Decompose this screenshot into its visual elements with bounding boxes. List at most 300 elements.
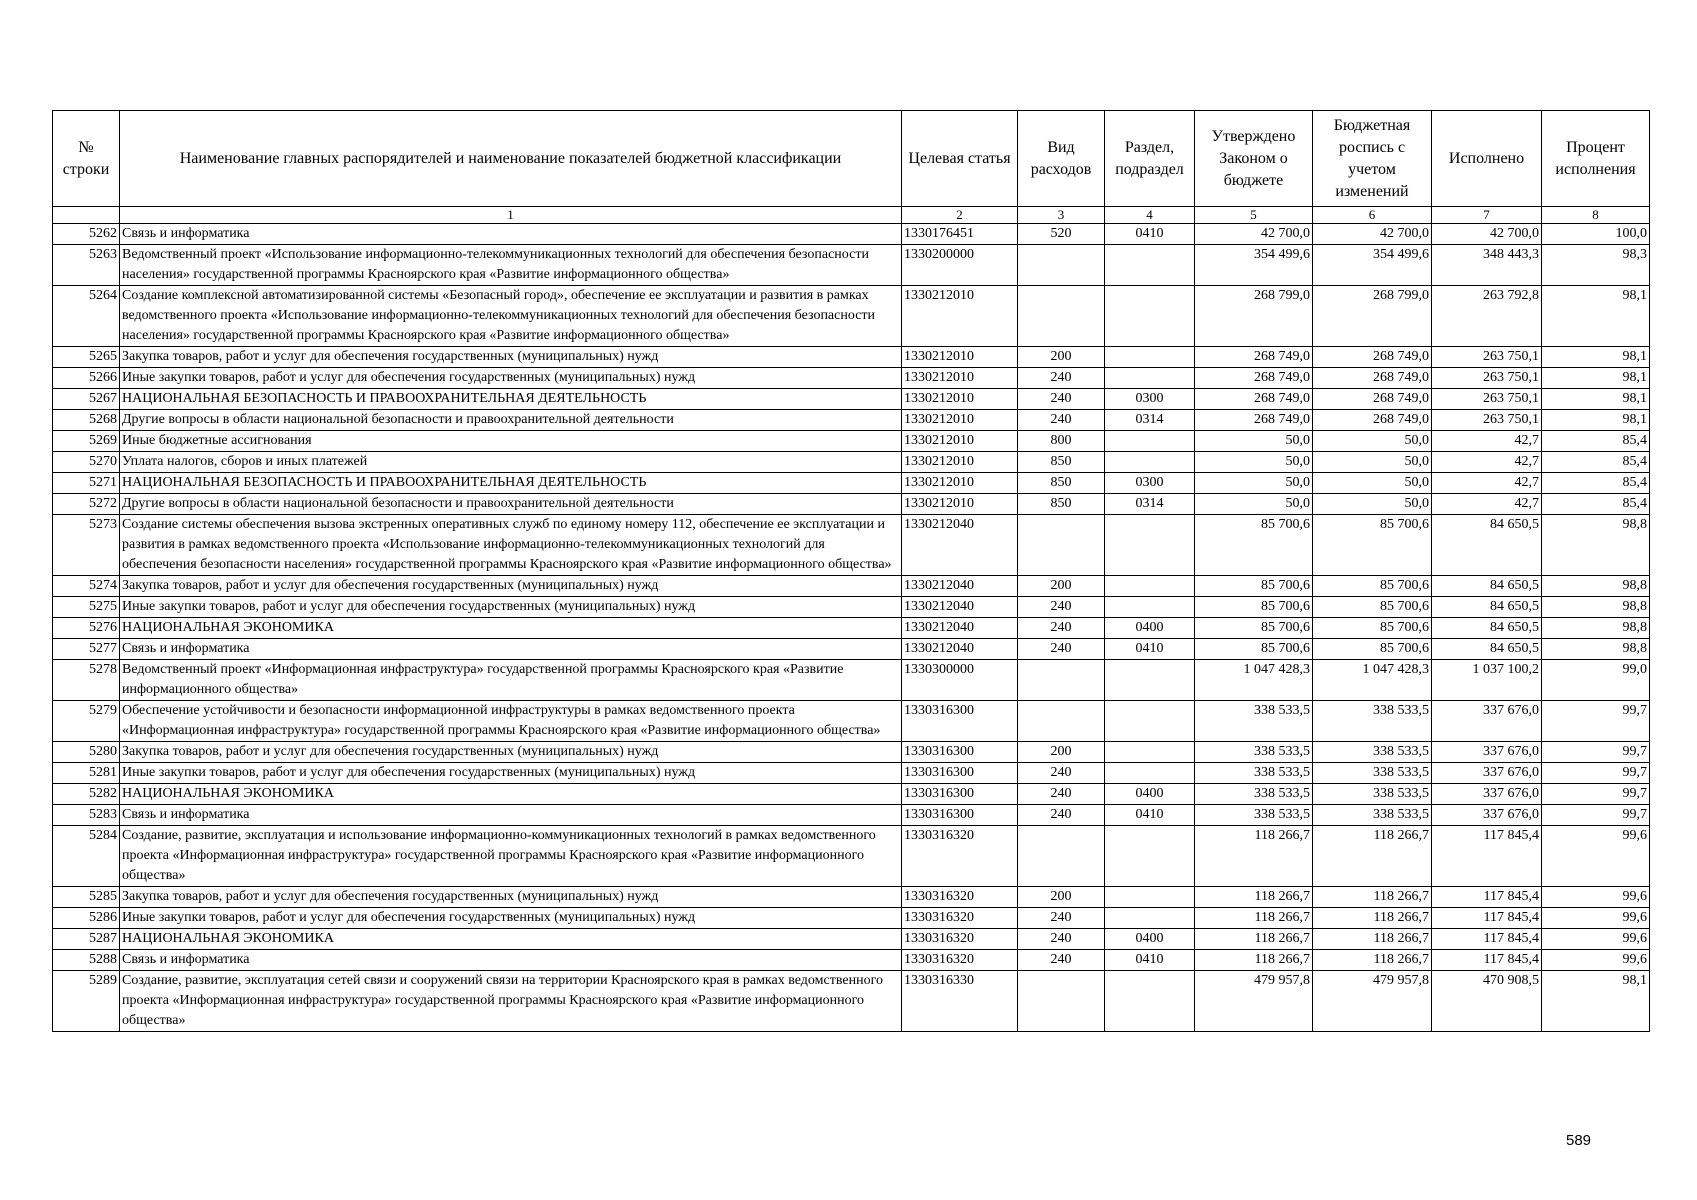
table-row (53, 494, 1650, 515)
row-number-cell: 5275 (53, 597, 120, 618)
percent-cell: 98,3 (1542, 245, 1650, 286)
percent-cell: 98,8 (1542, 576, 1650, 597)
row-name-cell: НАЦИОНАЛЬНАЯ ЭКОНОМИКА (120, 784, 902, 805)
percent-cell: 98,1 (1542, 347, 1650, 368)
target-article-cell: 1330316320 (902, 887, 1018, 908)
percent-cell: 99,6 (1542, 826, 1650, 887)
row-number-cell: 5273 (53, 515, 120, 576)
row-name-cell: Закупка товаров, работ и услуг для обеспечения государственных (муниципальных) нужд (120, 887, 902, 908)
section-cell (1105, 515, 1195, 576)
schedule-amount-cell: 268 799,0 (1313, 286, 1432, 347)
percent-cell: 85,4 (1542, 473, 1650, 494)
row-number-cell: 5279 (53, 701, 120, 742)
row-number-cell: 5262 (53, 224, 120, 245)
target-article-cell: 1330316320 (902, 929, 1018, 950)
executed-amount-cell: 84 650,5 (1432, 639, 1542, 660)
table-row (53, 805, 1650, 826)
executed-amount-cell: 42,7 (1432, 431, 1542, 452)
executed-amount-cell: 42,7 (1432, 494, 1542, 515)
schedule-amount-cell: 50,0 (1313, 431, 1432, 452)
approved-amount-cell: 268 749,0 (1195, 368, 1313, 389)
table-row (53, 639, 1650, 660)
approved-amount-cell: 338 533,5 (1195, 701, 1313, 742)
row-name-cell: Связь и информатика (120, 950, 902, 971)
schedule-amount-cell: 354 499,6 (1313, 245, 1432, 286)
expense-type-cell (1018, 701, 1105, 742)
row-number-cell: 5287 (53, 929, 120, 950)
executed-amount-cell: 42 700,0 (1432, 224, 1542, 245)
section-cell: 0410 (1105, 639, 1195, 660)
schedule-amount-cell: 338 533,5 (1313, 742, 1432, 763)
target-article-cell: 1330212010 (902, 389, 1018, 410)
section-cell: 0314 (1105, 410, 1195, 431)
row-number-cell: 5288 (53, 950, 120, 971)
row-name-cell: Закупка товаров, работ и услуг для обеспечения государственных (муниципальных) нужд (120, 742, 902, 763)
row-name-cell: НАЦИОНАЛЬНАЯ ЭКОНОМИКА (120, 929, 902, 950)
target-article-cell: 1330212010 (902, 286, 1018, 347)
section-cell (1105, 971, 1195, 1032)
table-row (53, 515, 1650, 576)
target-article-cell: 1330316320 (902, 950, 1018, 971)
section-cell (1105, 908, 1195, 929)
executed-amount-cell: 337 676,0 (1432, 763, 1542, 784)
schedule-amount-cell: 338 533,5 (1313, 763, 1432, 784)
row-name-cell: Закупка товаров, работ и услуг для обеспечения государственных (муниципальных) нужд (120, 347, 902, 368)
target-article-cell: 1330212010 (902, 494, 1018, 515)
approved-amount-cell: 118 266,7 (1195, 929, 1313, 950)
column-number: 4 (1105, 207, 1195, 224)
table-row (53, 826, 1650, 887)
table-row (53, 908, 1650, 929)
schedule-amount-cell: 268 749,0 (1313, 389, 1432, 410)
percent-cell: 85,4 (1542, 431, 1650, 452)
percent-cell: 98,1 (1542, 971, 1650, 1032)
row-number-cell: 5267 (53, 389, 120, 410)
table-row (53, 431, 1650, 452)
percent-cell: 85,4 (1542, 452, 1650, 473)
row-number-cell: 5264 (53, 286, 120, 347)
expense-type-cell: 240 (1018, 618, 1105, 639)
approved-amount-cell: 268 749,0 (1195, 389, 1313, 410)
schedule-amount-cell: 338 533,5 (1313, 805, 1432, 826)
executed-amount-cell: 117 845,4 (1432, 826, 1542, 887)
row-number-cell: 5276 (53, 618, 120, 639)
expense-type-cell: 850 (1018, 473, 1105, 494)
executed-amount-cell: 84 650,5 (1432, 576, 1542, 597)
row-name-cell: НАЦИОНАЛЬНАЯ ЭКОНОМИКА (120, 618, 902, 639)
schedule-amount-cell: 50,0 (1313, 452, 1432, 473)
header-name: Наименование главных распорядителей и наименование показателей бюджетной классификации (120, 111, 902, 207)
section-cell: 0410 (1105, 224, 1195, 245)
row-name-cell: Иные закупки товаров, работ и услуг для обеспечения государственных (муниципальных) нужд (120, 763, 902, 784)
target-article-cell: 1330300000 (902, 660, 1018, 701)
column-number-row (53, 207, 1650, 224)
row-number-cell: 5286 (53, 908, 120, 929)
target-article-cell: 1330212010 (902, 347, 1018, 368)
schedule-amount-cell: 118 266,7 (1313, 908, 1432, 929)
budget-table (52, 110, 1650, 1032)
target-article-cell: 1330316300 (902, 805, 1018, 826)
schedule-amount-cell: 118 266,7 (1313, 887, 1432, 908)
expense-type-cell (1018, 515, 1105, 576)
expense-type-cell (1018, 971, 1105, 1032)
approved-amount-cell: 85 700,6 (1195, 515, 1313, 576)
approved-amount-cell: 118 266,7 (1195, 887, 1313, 908)
executed-amount-cell: 263 750,1 (1432, 389, 1542, 410)
approved-amount-cell: 479 957,8 (1195, 971, 1313, 1032)
executed-amount-cell: 117 845,4 (1432, 950, 1542, 971)
schedule-amount-cell: 50,0 (1313, 494, 1432, 515)
row-number-cell: 5271 (53, 473, 120, 494)
row-name-cell: НАЦИОНАЛЬНАЯ БЕЗОПАСНОСТЬ И ПРАВООХРАНИТЕЛЬНАЯ ДЕЯТЕЛЬНОСТЬ (120, 389, 902, 410)
schedule-amount-cell: 85 700,6 (1313, 639, 1432, 660)
executed-amount-cell: 1 037 100,2 (1432, 660, 1542, 701)
percent-cell: 99,7 (1542, 701, 1650, 742)
approved-amount-cell: 268 799,0 (1195, 286, 1313, 347)
percent-cell: 99,7 (1542, 742, 1650, 763)
executed-amount-cell: 42,7 (1432, 452, 1542, 473)
row-number-cell: 5282 (53, 784, 120, 805)
expense-type-cell (1018, 660, 1105, 701)
executed-amount-cell: 84 650,5 (1432, 618, 1542, 639)
row-number-cell: 5265 (53, 347, 120, 368)
row-number-cell: 5280 (53, 742, 120, 763)
expense-type-cell: 800 (1018, 431, 1105, 452)
section-cell: 0314 (1105, 494, 1195, 515)
approved-amount-cell: 42 700,0 (1195, 224, 1313, 245)
schedule-amount-cell: 338 533,5 (1313, 701, 1432, 742)
target-article-cell: 1330212040 (902, 618, 1018, 639)
section-cell: 0410 (1105, 950, 1195, 971)
target-article-cell: 1330212040 (902, 515, 1018, 576)
row-number-cell: 5278 (53, 660, 120, 701)
section-cell (1105, 742, 1195, 763)
schedule-amount-cell: 268 749,0 (1313, 347, 1432, 368)
row-name-cell: Связь и информатика (120, 224, 902, 245)
target-article-cell: 1330316300 (902, 701, 1018, 742)
expense-type-cell: 240 (1018, 805, 1105, 826)
percent-cell: 98,1 (1542, 368, 1650, 389)
approved-amount-cell: 338 533,5 (1195, 742, 1313, 763)
approved-amount-cell: 85 700,6 (1195, 618, 1313, 639)
executed-amount-cell: 337 676,0 (1432, 701, 1542, 742)
section-cell (1105, 887, 1195, 908)
expense-type-cell: 240 (1018, 763, 1105, 784)
row-name-cell: Связь и информатика (120, 639, 902, 660)
row-name-cell: Ведомственный проект «Использование информационно-телекоммуникационных технологий для обеспечения безопасности населения» государственной программы Красноярского края «Развитие информационного общества» (120, 245, 902, 286)
executed-amount-cell: 117 845,4 (1432, 908, 1542, 929)
section-cell: 0400 (1105, 784, 1195, 805)
target-article-cell: 1330316320 (902, 826, 1018, 887)
header-row-number: № строки (53, 111, 120, 207)
approved-amount-cell: 85 700,6 (1195, 639, 1313, 660)
column-number: 7 (1432, 207, 1542, 224)
approved-amount-cell: 268 749,0 (1195, 410, 1313, 431)
section-cell (1105, 660, 1195, 701)
executed-amount-cell: 470 908,5 (1432, 971, 1542, 1032)
target-article-cell: 1330212040 (902, 576, 1018, 597)
table-row (53, 618, 1650, 639)
table-row (53, 245, 1650, 286)
section-cell: 0410 (1105, 805, 1195, 826)
expense-type-cell: 240 (1018, 368, 1105, 389)
expense-type-cell: 520 (1018, 224, 1105, 245)
table-row (53, 410, 1650, 431)
target-article-cell: 1330316330 (902, 971, 1018, 1032)
percent-cell: 98,8 (1542, 618, 1650, 639)
executed-amount-cell: 263 750,1 (1432, 410, 1542, 431)
target-article-cell: 1330212040 (902, 639, 1018, 660)
expense-type-cell: 240 (1018, 597, 1105, 618)
expense-type-cell: 240 (1018, 950, 1105, 971)
row-number-cell: 5277 (53, 639, 120, 660)
row-name-cell: НАЦИОНАЛЬНАЯ БЕЗОПАСНОСТЬ И ПРАВООХРАНИТЕЛЬНАЯ ДЕЯТЕЛЬНОСТЬ (120, 473, 902, 494)
approved-amount-cell: 268 749,0 (1195, 347, 1313, 368)
row-number-cell: 5266 (53, 368, 120, 389)
row-name-cell: Другие вопросы в области национальной безопасности и правоохранительной деятельности (120, 494, 902, 515)
target-article-cell: 1330316300 (902, 742, 1018, 763)
header-schedule: Бюджетная роспись с учетом изменений (1313, 111, 1432, 207)
table-row (53, 784, 1650, 805)
percent-cell: 99,7 (1542, 784, 1650, 805)
table-row (53, 929, 1650, 950)
approved-amount-cell: 118 266,7 (1195, 908, 1313, 929)
row-name-cell: Создание системы обеспечения вызова экстренных оперативных служб по единому номеру 112, обеспечение ее эксплуатации и развития в рамках ведомственного проекта «Использование информационно-телекоммуникационных технологий для обеспечения безопасности населения» государственной программы Красноярского края «Развитие информационного общества» (120, 515, 902, 576)
row-name-cell: Уплата налогов, сборов и иных платежей (120, 452, 902, 473)
expense-type-cell: 850 (1018, 452, 1105, 473)
table-row (53, 452, 1650, 473)
section-cell: 0400 (1105, 618, 1195, 639)
section-cell: 0300 (1105, 389, 1195, 410)
executed-amount-cell: 117 845,4 (1432, 929, 1542, 950)
table-row (53, 701, 1650, 742)
percent-cell: 99,7 (1542, 805, 1650, 826)
executed-amount-cell: 84 650,5 (1432, 515, 1542, 576)
approved-amount-cell: 118 266,7 (1195, 826, 1313, 887)
percent-cell: 98,1 (1542, 410, 1650, 431)
percent-cell: 99,6 (1542, 950, 1650, 971)
executed-amount-cell: 263 792,8 (1432, 286, 1542, 347)
section-cell (1105, 368, 1195, 389)
page-number: 589 (1566, 1132, 1592, 1149)
row-number-cell: 5268 (53, 410, 120, 431)
target-article-cell: 1330316320 (902, 908, 1018, 929)
executed-amount-cell: 263 750,1 (1432, 347, 1542, 368)
expense-type-cell: 200 (1018, 576, 1105, 597)
target-article-cell: 1330316300 (902, 763, 1018, 784)
row-number-cell: 5285 (53, 887, 120, 908)
section-cell (1105, 452, 1195, 473)
section-cell (1105, 245, 1195, 286)
expense-type-cell (1018, 826, 1105, 887)
approved-amount-cell: 1 047 428,3 (1195, 660, 1313, 701)
percent-cell: 98,8 (1542, 597, 1650, 618)
percent-cell: 98,1 (1542, 389, 1650, 410)
percent-cell: 98,1 (1542, 286, 1650, 347)
approved-amount-cell: 338 533,5 (1195, 784, 1313, 805)
schedule-amount-cell: 338 533,5 (1313, 784, 1432, 805)
schedule-amount-cell: 118 266,7 (1313, 950, 1432, 971)
section-cell: 0300 (1105, 473, 1195, 494)
table-row (53, 660, 1650, 701)
section-cell (1105, 826, 1195, 887)
header-expense-type: Вид расходов (1018, 111, 1105, 207)
schedule-amount-cell: 85 700,6 (1313, 576, 1432, 597)
approved-amount-cell: 338 533,5 (1195, 805, 1313, 826)
table-row (53, 224, 1650, 245)
table-row (53, 389, 1650, 410)
approved-amount-cell: 118 266,7 (1195, 950, 1313, 971)
schedule-amount-cell: 1 047 428,3 (1313, 660, 1432, 701)
column-number: 6 (1313, 207, 1432, 224)
executed-amount-cell: 337 676,0 (1432, 805, 1542, 826)
column-number: 5 (1195, 207, 1313, 224)
section-cell (1105, 576, 1195, 597)
table-row (53, 950, 1650, 971)
table-row (53, 286, 1650, 347)
target-article-cell: 1330176451 (902, 224, 1018, 245)
executed-amount-cell: 117 845,4 (1432, 887, 1542, 908)
expense-type-cell: 200 (1018, 742, 1105, 763)
schedule-amount-cell: 85 700,6 (1313, 597, 1432, 618)
percent-cell: 99,6 (1542, 887, 1650, 908)
expense-type-cell: 200 (1018, 887, 1105, 908)
section-cell (1105, 763, 1195, 784)
target-article-cell: 1330212010 (902, 410, 1018, 431)
column-number: 2 (902, 207, 1018, 224)
target-article-cell: 1330200000 (902, 245, 1018, 286)
executed-amount-cell: 42,7 (1432, 473, 1542, 494)
schedule-amount-cell: 50,0 (1313, 473, 1432, 494)
column-number (53, 207, 120, 224)
row-name-cell: Иные закупки товаров, работ и услуг для обеспечения государственных (муниципальных) нужд (120, 597, 902, 618)
executed-amount-cell: 337 676,0 (1432, 742, 1542, 763)
target-article-cell: 1330212010 (902, 452, 1018, 473)
section-cell (1105, 701, 1195, 742)
expense-type-cell: 240 (1018, 929, 1105, 950)
row-number-cell: 5263 (53, 245, 120, 286)
header-percent: Процент исполнения (1542, 111, 1650, 207)
table-row (53, 473, 1650, 494)
target-article-cell: 1330212010 (902, 473, 1018, 494)
header-row (53, 111, 1650, 207)
approved-amount-cell: 50,0 (1195, 431, 1313, 452)
row-number-cell: 5272 (53, 494, 120, 515)
schedule-amount-cell: 42 700,0 (1313, 224, 1432, 245)
row-number-cell: 5281 (53, 763, 120, 784)
section-cell (1105, 597, 1195, 618)
table-row (53, 763, 1650, 784)
row-name-cell: Создание, развитие, эксплуатация сетей связи и сооружений связи на территории Красноярского края в рамках ведомственного проекта «Информационная инфраструктура» государственной программы Красноярского края «Развитие информационного общества» (120, 971, 902, 1032)
approved-amount-cell: 50,0 (1195, 494, 1313, 515)
row-name-cell: Закупка товаров, работ и услуг для обеспечения государственных (муниципальных) нужд (120, 576, 902, 597)
schedule-amount-cell: 85 700,6 (1313, 618, 1432, 639)
approved-amount-cell: 85 700,6 (1195, 576, 1313, 597)
schedule-amount-cell: 268 749,0 (1313, 410, 1432, 431)
header-executed: Исполнено (1432, 111, 1542, 207)
row-name-cell: Другие вопросы в области национальной безопасности и правоохранительной деятельности (120, 410, 902, 431)
executed-amount-cell: 348 443,3 (1432, 245, 1542, 286)
percent-cell: 100,0 (1542, 224, 1650, 245)
expense-type-cell (1018, 286, 1105, 347)
schedule-amount-cell: 118 266,7 (1313, 826, 1432, 887)
row-name-cell: Связь и информатика (120, 805, 902, 826)
row-name-cell: Создание комплексной автоматизированной системы «Безопасный город», обеспечение ее эксплуатации и развития в рамках ведомственного проекта «Использование информационно-телекоммуникационных технологий для обеспечения безопасности населения» государственной программы Красноярского края «Развитие информационного общества» (120, 286, 902, 347)
column-number: 3 (1018, 207, 1105, 224)
schedule-amount-cell: 85 700,6 (1313, 515, 1432, 576)
budget-sheet (52, 110, 1649, 1032)
percent-cell: 99,6 (1542, 908, 1650, 929)
percent-cell: 99,7 (1542, 763, 1650, 784)
row-name-cell: Ведомственный проект «Информационная инфраструктура» государственной программы Красноярского края «Развитие информационного общества» (120, 660, 902, 701)
table-body (53, 224, 1650, 1032)
table-row (53, 887, 1650, 908)
row-name-cell: Обеспечение устойчивости и безопасности информационной инфраструктуры в рамках ведомственного проекта «Информационная инфраструктура» государственной программы Красноярского края «Развитие информационного общества» (120, 701, 902, 742)
header-section: Раздел, подраздел (1105, 111, 1195, 207)
target-article-cell: 1330212040 (902, 597, 1018, 618)
row-name-cell: Создание, развитие, эксплуатация и использование информационно-коммуникационных технологий в рамках ведомственного проекта «Информационная инфраструктура» государственной программы Красноярского края «Развитие информационного общества» (120, 826, 902, 887)
approved-amount-cell: 354 499,6 (1195, 245, 1313, 286)
row-number-cell: 5283 (53, 805, 120, 826)
row-number-cell: 5289 (53, 971, 120, 1032)
row-number-cell: 5269 (53, 431, 120, 452)
table-row (53, 597, 1650, 618)
percent-cell: 99,0 (1542, 660, 1650, 701)
row-number-cell: 5284 (53, 826, 120, 887)
schedule-amount-cell: 118 266,7 (1313, 929, 1432, 950)
table-row (53, 971, 1650, 1032)
percent-cell: 98,8 (1542, 639, 1650, 660)
percent-cell: 98,8 (1542, 515, 1650, 576)
approved-amount-cell: 338 533,5 (1195, 763, 1313, 784)
schedule-amount-cell: 479 957,8 (1313, 971, 1432, 1032)
row-name-cell: Иные закупки товаров, работ и услуг для обеспечения государственных (муниципальных) нужд (120, 908, 902, 929)
column-number: 1 (120, 207, 902, 224)
section-cell: 0400 (1105, 929, 1195, 950)
expense-type-cell: 200 (1018, 347, 1105, 368)
expense-type-cell: 240 (1018, 639, 1105, 660)
expense-type-cell (1018, 245, 1105, 286)
table-row (53, 347, 1650, 368)
expense-type-cell: 240 (1018, 410, 1105, 431)
header-approved: Утверждено Законом о бюджете (1195, 111, 1313, 207)
section-cell (1105, 286, 1195, 347)
executed-amount-cell: 84 650,5 (1432, 597, 1542, 618)
target-article-cell: 1330316300 (902, 784, 1018, 805)
expense-type-cell: 850 (1018, 494, 1105, 515)
approved-amount-cell: 85 700,6 (1195, 597, 1313, 618)
row-name-cell: Иные бюджетные ассигнования (120, 431, 902, 452)
expense-type-cell: 240 (1018, 389, 1105, 410)
table-row (53, 742, 1650, 763)
approved-amount-cell: 50,0 (1195, 473, 1313, 494)
table-row (53, 576, 1650, 597)
header-target-article: Целевая статья (902, 111, 1018, 207)
section-cell (1105, 347, 1195, 368)
expense-type-cell: 240 (1018, 784, 1105, 805)
column-number: 8 (1542, 207, 1650, 224)
percent-cell: 99,6 (1542, 929, 1650, 950)
schedule-amount-cell: 268 749,0 (1313, 368, 1432, 389)
row-name-cell: Иные закупки товаров, работ и услуг для обеспечения государственных (муниципальных) нужд (120, 368, 902, 389)
approved-amount-cell: 50,0 (1195, 452, 1313, 473)
target-article-cell: 1330212010 (902, 368, 1018, 389)
expense-type-cell: 240 (1018, 908, 1105, 929)
row-number-cell: 5270 (53, 452, 120, 473)
executed-amount-cell: 263 750,1 (1432, 368, 1542, 389)
percent-cell: 85,4 (1542, 494, 1650, 515)
executed-amount-cell: 337 676,0 (1432, 784, 1542, 805)
